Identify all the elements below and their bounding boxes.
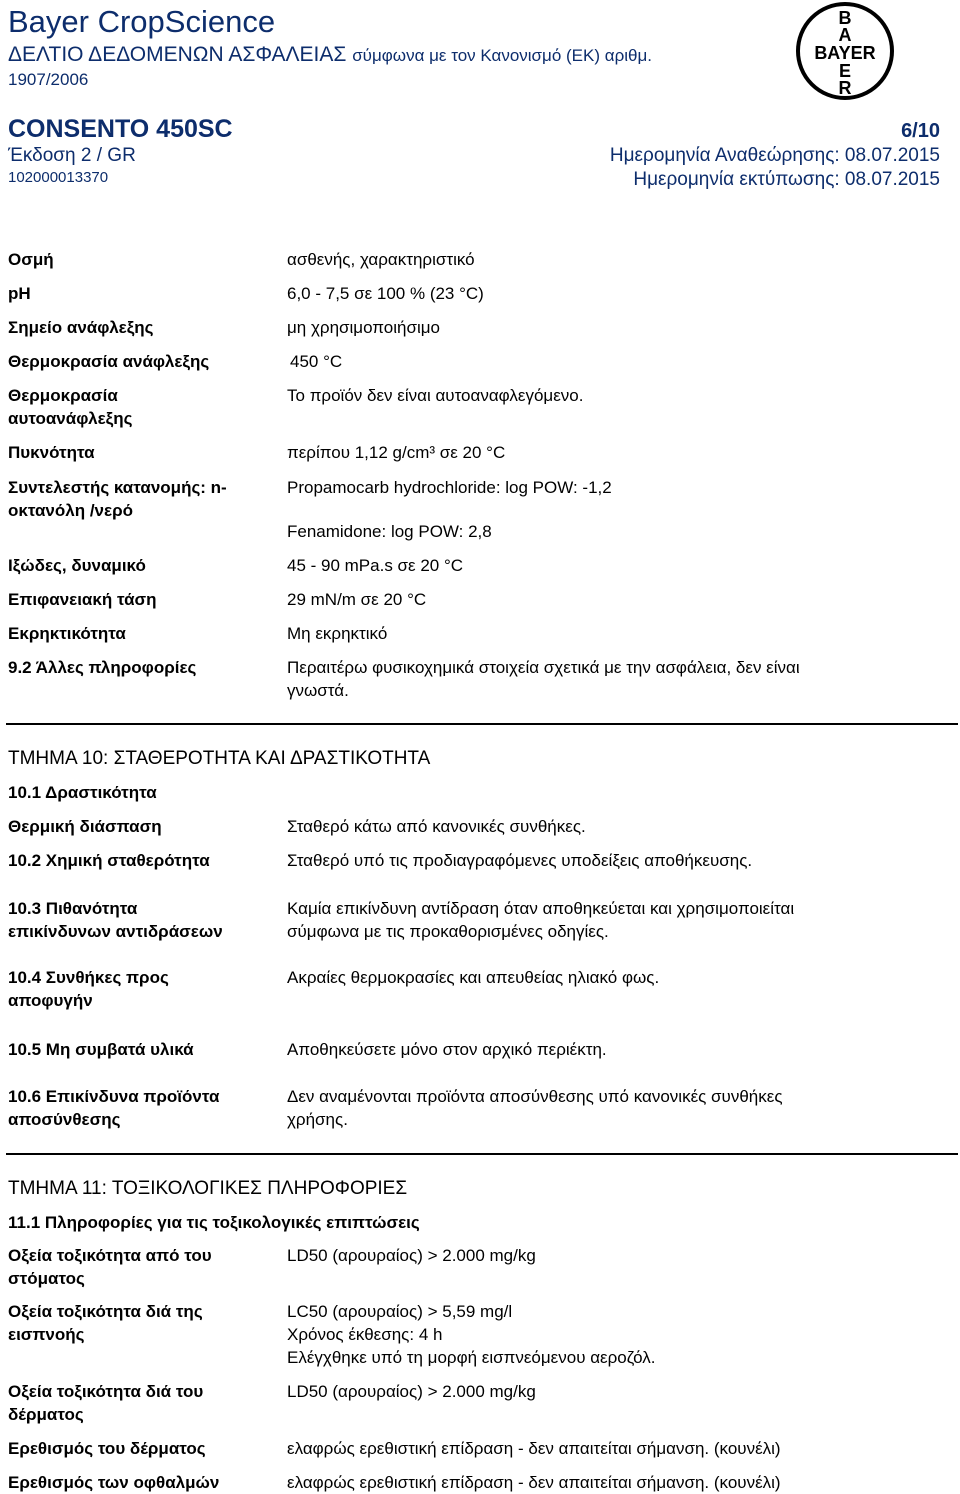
flash-point-value: μη χρησιμοποιήσιμο — [287, 318, 440, 337]
eye-irritation-label: Ερεθισμός των οφθαλμών — [8, 1473, 220, 1492]
hazardous-reactions-label: 10.3 Πιθανότητα — [8, 899, 138, 918]
skin-irritation-value: ελαφρώς ερεθιστική επίδραση - δεν απαιτείται σήμανση. (κουνέλι) — [287, 1439, 781, 1458]
inhalation-toxicity-label-line2: εισπνοής — [8, 1325, 85, 1344]
inhalation-toxicity-value-2: Χρόνος έκθεσης: 4 h — [287, 1325, 443, 1344]
partition-coefficient-label-line2: οκτανόλη /νερό — [8, 501, 133, 520]
inhalation-toxicity-value-3: Ελέγχθηκε υπό τη μορφή εισπνεόμενου αεροζόλ. — [287, 1348, 656, 1367]
incompatible-materials-value: Αποθηκεύσετε μόνο στον αρχικό περιέκτη. — [287, 1040, 607, 1059]
reactivity-subheading: 10.1 Δραστικότητα — [8, 783, 157, 802]
document-title-main: ΔΕΛΤΙΟ ΔΕΔΟΜΕΝΩΝ ΑΣΦΑΛΕΙΑΣ — [8, 43, 347, 66]
logo-letter-r: R — [838, 78, 852, 98]
skin-irritation-label: Ερεθισμός του δέρματος — [8, 1439, 206, 1458]
self-ignition-label: Θερμοκρασία — [8, 386, 118, 405]
partition-coefficient-label: Συντελεστής κατανομής: n- — [8, 478, 227, 497]
conditions-to-avoid-label-line2: αποφυγήν — [8, 991, 93, 1010]
oral-toxicity-value: LD50 (αρουραίος) > 2.000 mg/kg — [287, 1246, 536, 1265]
ignition-temp-label: Θερμοκρασία ανάφλεξης — [8, 352, 210, 371]
chemical-stability-label: 10.2 Χημική σταθερότητα — [8, 851, 210, 870]
surface-tension-label: Επιφανειακή τάση — [8, 590, 157, 609]
decomposition-products-value: Δεν αναμένονται προϊόντα αποσύνθεσης υπό κανονικές συνθήκες — [287, 1087, 783, 1106]
brand-name: Bayer CropScience — [8, 4, 276, 39]
section-10-title: ΤΜΗΜΑ 10: ΣΤΑΘΕΡΟΤΗΤΑ ΚΑΙ ΔΡΑΣΤΙΚΟΤΗΤΑ — [8, 748, 431, 769]
regulation-text: σύμφωνα με τον Κανονισμό (ΕΚ) αριθμ. — [352, 46, 652, 65]
dermal-toxicity-label: Οξεία τοξικότητα διά του — [8, 1382, 204, 1401]
logo-letter-a: A — [838, 25, 852, 45]
density-label: Πυκνότητα — [8, 443, 95, 462]
edition: Έκδοση 2 / GR — [8, 145, 136, 166]
thermal-decomposition-label: Θερμική διάσπαση — [8, 817, 162, 836]
revision-date: Ημερομηνία Αναθεώρησης: 08.07.2015 — [609, 145, 940, 166]
density-value: περίπου 1,12 g/cm³ σε 20 °C — [287, 443, 506, 462]
hazardous-reactions-value-2: σύμφωνα με τις προκαθορισμένες οδηγίες. — [287, 922, 609, 941]
dermal-toxicity-label-line2: δέρματος — [8, 1405, 84, 1424]
inhalation-toxicity-value: LC50 (αρουραίος) > 5,59 mg/l — [287, 1302, 513, 1321]
flash-point-label: Σημείο ανάφλεξης — [8, 318, 154, 337]
document-code: 102000013370 — [8, 169, 109, 186]
logo-letter-e: E — [838, 61, 852, 81]
hazardous-reactions-label-line2: επικίνδυνων αντιδράσεων — [8, 922, 223, 941]
section-divider — [6, 723, 958, 725]
conditions-to-avoid-label: 10.4 Συνθήκες προς — [8, 968, 169, 987]
chemical-stability-value: Σταθερό υπό τις προδιαγραφόμενες υποδείξεις αποθήκευσης. — [287, 851, 753, 870]
explosiveness-label: Εκρηκτικότητα — [8, 624, 126, 643]
partition-coefficient-value-2: Fenamidone: log POW: 2,8 — [287, 522, 492, 541]
self-ignition-label-line2: αυτοανάφλεξης — [8, 409, 133, 428]
ph-value: 6,0 - 7,5 σε 100 % (23 °C) — [287, 284, 484, 303]
oral-toxicity-label-line2: στόματος — [8, 1269, 85, 1288]
odor-label: Οσμή — [8, 250, 54, 269]
surface-tension-value: 29 mN/m σε 20 °C — [287, 590, 427, 609]
hazardous-reactions-value: Καμία επικίνδυνη αντίδραση όταν αποθηκεύεται και χρησιμοποιείται — [287, 899, 795, 918]
viscosity-value: 45 - 90 mPa.s σε 20 °C — [287, 556, 464, 575]
page-number: 6/10 — [901, 120, 940, 142]
inhalation-toxicity-label: Οξεία τοξικότητα διά της — [8, 1302, 203, 1321]
odor-value: ασθενής, χαρακτηριστικό — [287, 250, 475, 269]
thermal-decomposition-value: Σταθερό κάτω από κανονικές συνθήκες. — [287, 817, 586, 836]
partition-coefficient-value: Propamocarb hydrochloride: log POW: -1,2 — [287, 478, 612, 497]
regulation-year: 1907/2006 — [8, 70, 89, 89]
logo-word: BAYER — [814, 43, 876, 63]
section-divider — [6, 1153, 958, 1155]
explosiveness-value: Μη εκρηκτικό — [287, 624, 388, 643]
decomposition-products-label-line2: αποσύνθεσης — [8, 1110, 121, 1129]
other-info-label: 9.2 Άλλες πληροφορίες — [8, 658, 197, 677]
self-ignition-value: Το προϊόν δεν είναι αυτοαναφλεγόμενο. — [287, 386, 584, 405]
ph-label: pH — [8, 284, 31, 303]
decomposition-products-value-2: χρήσης. — [287, 1110, 348, 1129]
dermal-toxicity-value: LD50 (αρουραίος) > 2.000 mg/kg — [287, 1382, 536, 1401]
viscosity-label: Ιξώδες, δυναμικό — [8, 556, 146, 575]
conditions-to-avoid-value: Ακραίες θερμοκρασίες και απευθείας ηλιακό φως. — [287, 968, 660, 987]
ignition-temp-value: 450 °C — [290, 352, 343, 371]
logo-letter-b: B — [838, 8, 852, 28]
decomposition-products-label: 10.6 Επικίνδυνα προϊόντα — [8, 1087, 220, 1106]
print-date: Ημερομηνία εκτύπωσης: 08.07.2015 — [633, 169, 940, 190]
eye-irritation-value: ελαφρώς ερεθιστική επίδραση - δεν απαιτείται σήμανση. (κουνέλι) — [287, 1473, 781, 1492]
other-info-value-2: γνωστά. — [287, 681, 349, 700]
other-info-value: Περαιτέρω φυσικοχημικά στοιχεία σχετικά με την ασφάλεια, δεν είναι — [287, 658, 800, 677]
oral-toxicity-label: Οξεία τοξικότητα από του — [8, 1246, 212, 1265]
product-name: CONSENTO 450SC — [8, 115, 233, 143]
section-11-title: ΤΜΗΜΑ 11: ΤΟΞΙΚΟΛΟΓΙΚΕΣ ΠΛΗΡΟΦΟΡΙΕΣ — [8, 1178, 408, 1199]
incompatible-materials-label: 10.5 Μη συμβατά υλικά — [8, 1040, 194, 1059]
toxicological-info-subheading: 11.1 Πληροφορίες για τις τοξικολογικές επιπτώσεις — [8, 1213, 420, 1232]
